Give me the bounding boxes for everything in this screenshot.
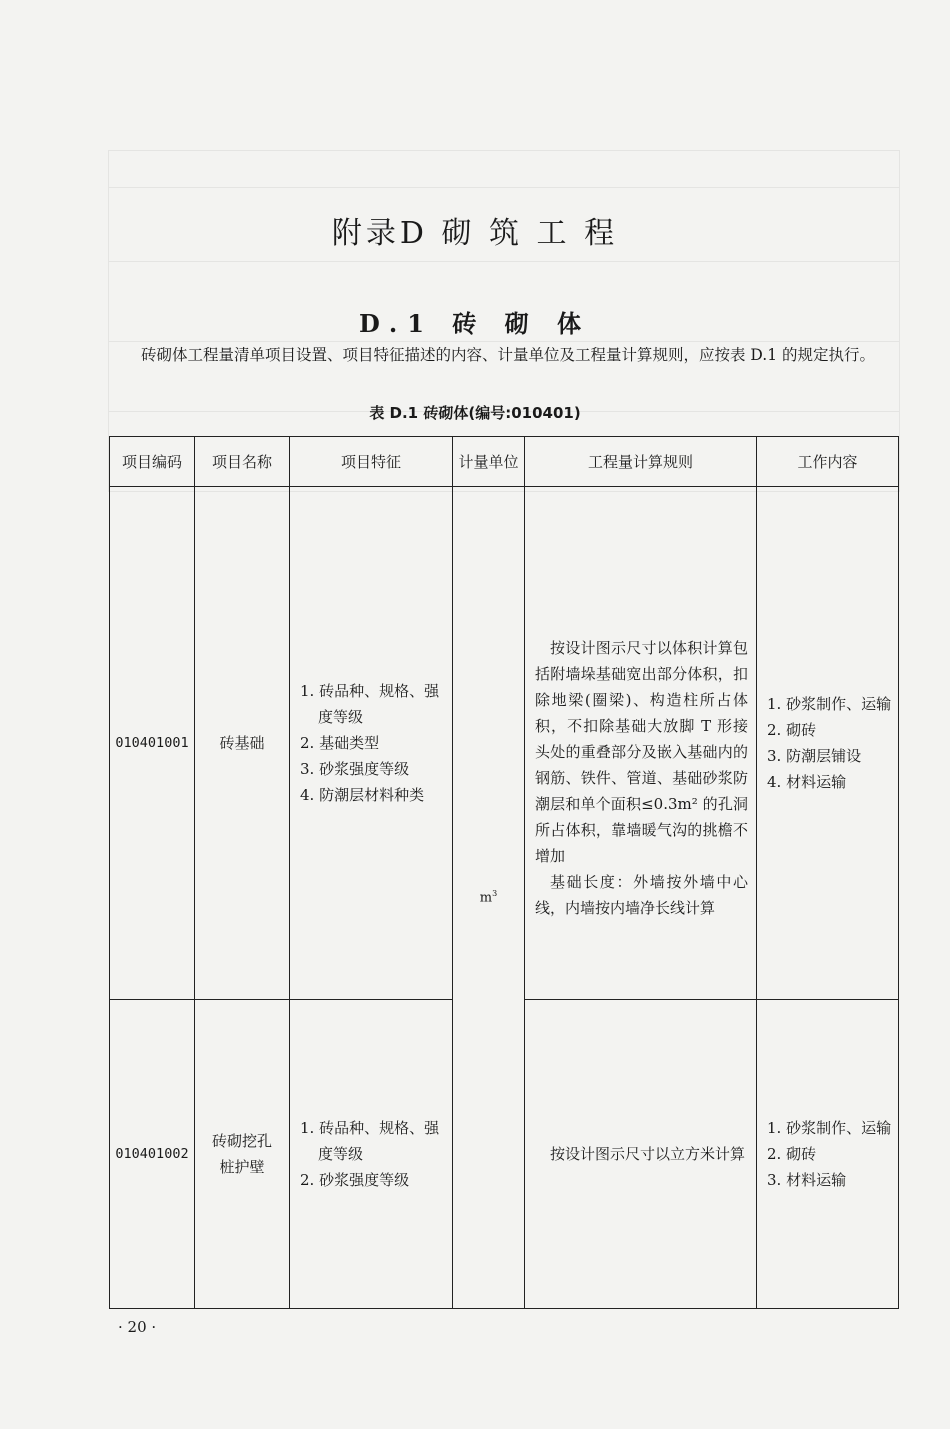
work-item: 3. 防潮层铺设 <box>767 747 862 765</box>
work-item: 3. 材料运输 <box>767 1171 847 1189</box>
unit-superscript: 3 <box>492 889 498 899</box>
header-unit: 计量单位 <box>453 437 525 487</box>
rule-paragraph: 按设计图示尺寸以体积计算包括附墙垛基础宽出部分体积，扣除地梁(圈梁)、构造柱所占体积，不扣除基础大放脚 T 形接头处的重叠部分及嵌入基础内的钢筋、铁件、管道、基础砂浆防潮层和单个面积≤0.3m² 的孔洞所占体积，靠墙暖气沟的挑檐不增加 <box>535 639 748 865</box>
page-number: · 20 · <box>118 1318 157 1336</box>
item-name <box>195 1000 290 1309</box>
work-item: 4. 材料运输 <box>767 773 847 791</box>
item-code: 010401001 <box>110 487 195 1000</box>
item-code: 010401002 <box>110 1000 195 1309</box>
work-item: 1. 砂浆制作、运输 <box>767 1119 892 1137</box>
table-caption: 表 D.1 砖砌体(编号:010401) <box>369 404 581 422</box>
measurement-unit <box>453 487 525 1309</box>
item-features <box>290 487 453 1000</box>
feature-item: 4. 防潮层材料种类 <box>300 786 425 804</box>
header-features: 项目特征 <box>290 437 453 487</box>
item-name-text: 砖砌挖孔桩护壁 <box>212 1132 273 1176</box>
feature-item: 2. 砂浆强度等级 <box>300 1171 410 1189</box>
work-content <box>757 1000 899 1309</box>
table-row <box>110 487 899 1000</box>
intro-paragraph: 砖砌体工程量清单项目设置、项目特征描述的内容、计量单位及工程量计算规则，应按表 D.1 的规定执行。 <box>141 346 876 364</box>
work-item: 1. 砂浆制作、运输 <box>767 695 892 713</box>
header-name: 项目名称 <box>195 437 290 487</box>
item-name: 砖基础 <box>195 487 290 1000</box>
feature-item: 3. 砂浆强度等级 <box>300 760 410 778</box>
work-content <box>757 487 899 1000</box>
feature-item: 1. 砖品种、规格、强度等级 <box>300 682 440 726</box>
work-item: 2. 砌砖 <box>767 1145 817 1163</box>
calculation-rules <box>525 1000 757 1309</box>
work-item: 2. 砌砖 <box>767 721 817 739</box>
rule-paragraph: 基础长度：外墙按外墙中心线，内墙按内墙净长线计算 <box>535 873 748 917</box>
brick-masonry-table <box>109 436 899 1309</box>
section-title: D.1 砖 砌 体 <box>358 308 592 338</box>
unit-base: m <box>479 890 493 906</box>
rule-paragraph: 按设计图示尺寸以立方米计算 <box>550 1145 746 1163</box>
header-code: 项目编码 <box>110 437 195 487</box>
header-rules: 工程量计算规则 <box>525 437 757 487</box>
calculation-rules <box>525 487 757 1000</box>
header-work: 工作内容 <box>757 437 899 487</box>
feature-item: 1. 砖品种、规格、强度等级 <box>300 1119 440 1163</box>
feature-item: 2. 基础类型 <box>300 734 380 752</box>
item-features <box>290 1000 453 1309</box>
appendix-title: 附录D 砌 筑 工 程 <box>331 216 619 252</box>
